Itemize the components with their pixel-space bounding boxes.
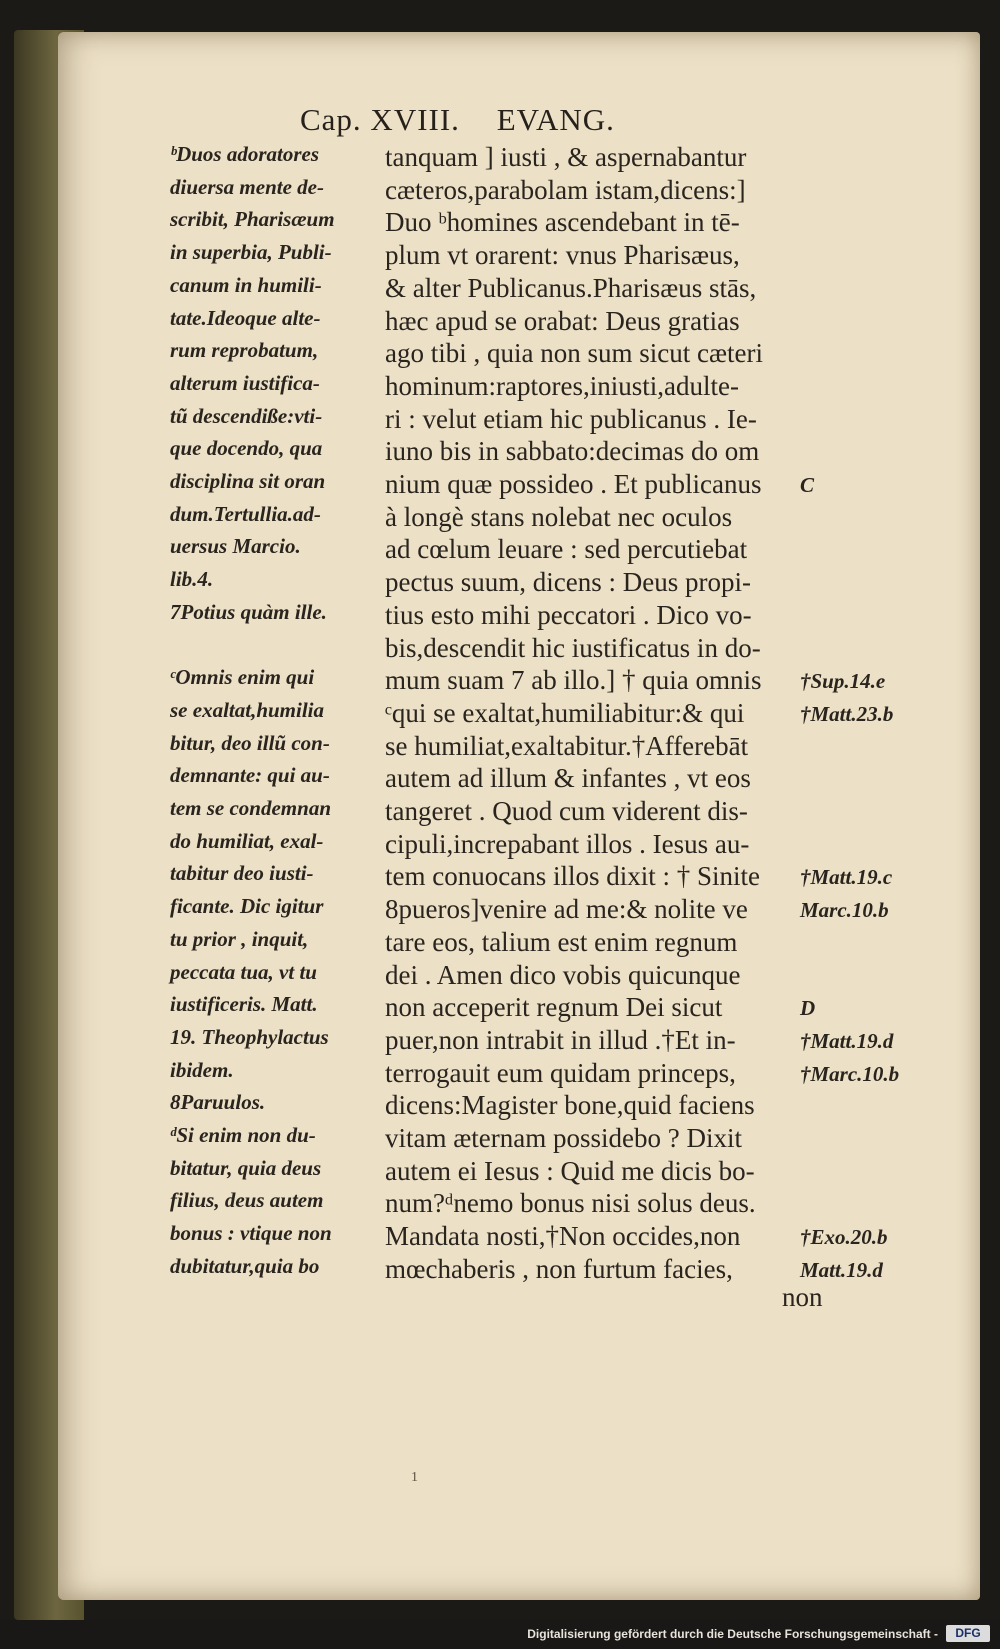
side-note-line: tate.Ideoque alte-	[170, 306, 321, 330]
main-text-line: tem conuocans illos dixit : † Sinite	[385, 861, 760, 891]
main-text-line: tangeret . Quod cum viderent dis-	[385, 796, 748, 826]
side-note-line: iustificeris. Matt.	[170, 992, 318, 1016]
main-text-line: ᶜqui se exaltat,humiliabitur:& qui	[385, 698, 745, 728]
side-note-line: disciplina sit oran	[170, 469, 326, 493]
side-note-line: dum.Tertullia.ad-	[170, 502, 321, 526]
main-text-line: mum suam 7 ab illo.] † quia omnis	[385, 665, 762, 695]
main-text-line: num?ᵈnemo bonus nisi solus deus.	[385, 1188, 756, 1218]
main-text-line: mœchaberis , non furtum facies,	[385, 1254, 733, 1284]
side-note-line: ᵈSi enim non du-	[170, 1123, 316, 1147]
side-note-line: 8Paruulos.	[170, 1090, 266, 1114]
footer-bar	[0, 1620, 1000, 1649]
side-note-line: tũ descendiße:vti-	[170, 404, 323, 428]
side-note-line: bitatur, quia deus	[170, 1156, 322, 1180]
side-note-line: ᶜOmnis enim qui	[170, 665, 315, 689]
page-mark: 1	[411, 1470, 418, 1485]
margin-reference: †Exo.20.b	[800, 1225, 888, 1249]
side-note-line: in superbia, Publi-	[170, 240, 332, 264]
main-text-line: Mandata nosti,†Non occides,non	[385, 1221, 741, 1251]
margin-reference: †Matt.19.d	[800, 1029, 894, 1053]
gospel-heading: EVANG.	[496, 102, 615, 137]
main-text-line: tanquam ] iusti , & aspernabantur	[385, 142, 747, 172]
main-text-line: vitam æternam possidebo ? Dixit	[385, 1123, 742, 1153]
side-note-line: ficante. Dic igitur	[170, 894, 324, 918]
chapter-heading: Cap. XVIII.	[300, 102, 460, 137]
side-note-line: lib.4.	[170, 567, 214, 591]
side-note-line: 19. Theophylactus	[170, 1025, 329, 1049]
main-text-line: se humiliat,exaltabitur.†Afferebāt	[385, 731, 749, 761]
side-note-line: ibidem.	[170, 1058, 234, 1082]
margin-reference: Matt.19.d	[800, 1258, 883, 1282]
main-text-line: & alter Publicanus.Pharisæus stās,	[385, 273, 757, 303]
side-note-line: do humiliat, exal-	[170, 829, 324, 853]
main-text-line: pectus suum, dicens : Deus propi-	[385, 567, 751, 597]
margin-reference: †Sup.14.e	[800, 669, 886, 693]
side-note-line: bitur, deo illũ con-	[170, 731, 330, 755]
side-note-line: uersus Marcio.	[170, 534, 301, 558]
main-text-line: ri : velut etiam hic publicanus . Ie-	[385, 404, 757, 434]
side-note-line: tabitur deo iusti-	[170, 861, 314, 885]
side-note-line: bonus : vtique non	[170, 1221, 332, 1245]
catchword: non	[782, 1282, 823, 1312]
main-text-line: ad cœlum leuare : sed percutiebat	[385, 534, 748, 564]
side-note-line: demnante: qui au-	[170, 763, 330, 787]
main-text-line: autem ad illum & infantes , vt eos	[385, 763, 751, 793]
side-note-line: tu prior , inquit,	[170, 927, 309, 951]
margin-reference: †Matt.23.b	[800, 702, 894, 726]
side-note-line: rum reprobatum,	[170, 338, 319, 362]
margin-reference: D	[800, 996, 816, 1020]
side-note-line: peccata tua, vt tu	[170, 960, 317, 984]
margin-reference: C	[800, 473, 815, 497]
side-note-line: dubitatur,quia bo	[170, 1254, 320, 1278]
main-text-line: cipuli,increpabant illos . Iesus au-	[385, 829, 750, 859]
side-note-line: alterum iustifica-	[170, 371, 320, 395]
main-text-line: autem ei Iesus : Quid me dicis bo-	[385, 1156, 755, 1186]
side-note-line: tem se condemnan	[170, 796, 331, 820]
side-note-line: canum in humili-	[170, 273, 322, 297]
main-text-line: bis,descendit hic iustificatus in do-	[385, 633, 761, 663]
margin-reference: †Marc.10.b	[800, 1062, 900, 1086]
main-text-line: iuno bis in sabbato:decimas do om	[385, 436, 760, 466]
side-note-line: scribit, Pharisæum	[170, 207, 335, 231]
main-text-line: puer,non intrabit in illud .†Et in-	[385, 1025, 736, 1055]
main-text-line: tare eos, talium est enim regnum	[385, 927, 738, 957]
main-text-line: plum vt orarent: vnus Pharisæus,	[385, 240, 740, 270]
side-note-line: que docendo, qua	[170, 436, 323, 460]
main-text-line: tius esto mihi peccatori . Dico vo-	[385, 600, 752, 630]
margin-reference: Marc.10.b	[800, 898, 889, 922]
main-text-line: dei . Amen dico vobis quicunque	[385, 960, 741, 990]
main-text-line: ago tibi , quia non sum sicut cæteri	[385, 338, 763, 368]
main-text-line: terrogauit eum quidam princeps,	[385, 1058, 736, 1088]
footer-credit: Digitalisierung gefördert durch die Deutsche Forschungsgemeinschaft -	[527, 1627, 938, 1641]
main-text-line: non acceperit regnum Dei sicut	[385, 992, 723, 1022]
dfg-logo: DFG	[946, 1625, 990, 1642]
side-note-line: diuersa mente de-	[170, 175, 324, 199]
side-note-line: ᵇDuos adoratores	[170, 142, 320, 166]
main-text-line: dicens:Magister bone,quid faciens	[385, 1090, 755, 1120]
main-text-line: 8pueros]venire ad me:& nolite ve	[385, 894, 748, 924]
main-text-line: nium quæ possideo . Et publicanus	[385, 469, 762, 499]
running-head	[300, 102, 643, 138]
main-text-line: à longè stans nolebat nec oculos	[385, 502, 733, 532]
side-note-line: se exaltat,humilia	[170, 698, 325, 722]
main-text-line: Duo ᵇhomines ascendebant in tē-	[385, 207, 740, 237]
main-text-line: hæc apud se orabat: Deus gratias	[385, 306, 740, 336]
side-note-line: filius, deus autem	[170, 1188, 324, 1212]
main-text-line: cæteros,parabolam istam,dicens:]	[385, 175, 746, 205]
main-text-line: hominum:raptores,iniusti,adulte-	[385, 371, 739, 401]
side-note-line: 7Potius quàm ille.	[170, 600, 327, 624]
margin-reference: †Matt.19.c	[800, 865, 893, 889]
